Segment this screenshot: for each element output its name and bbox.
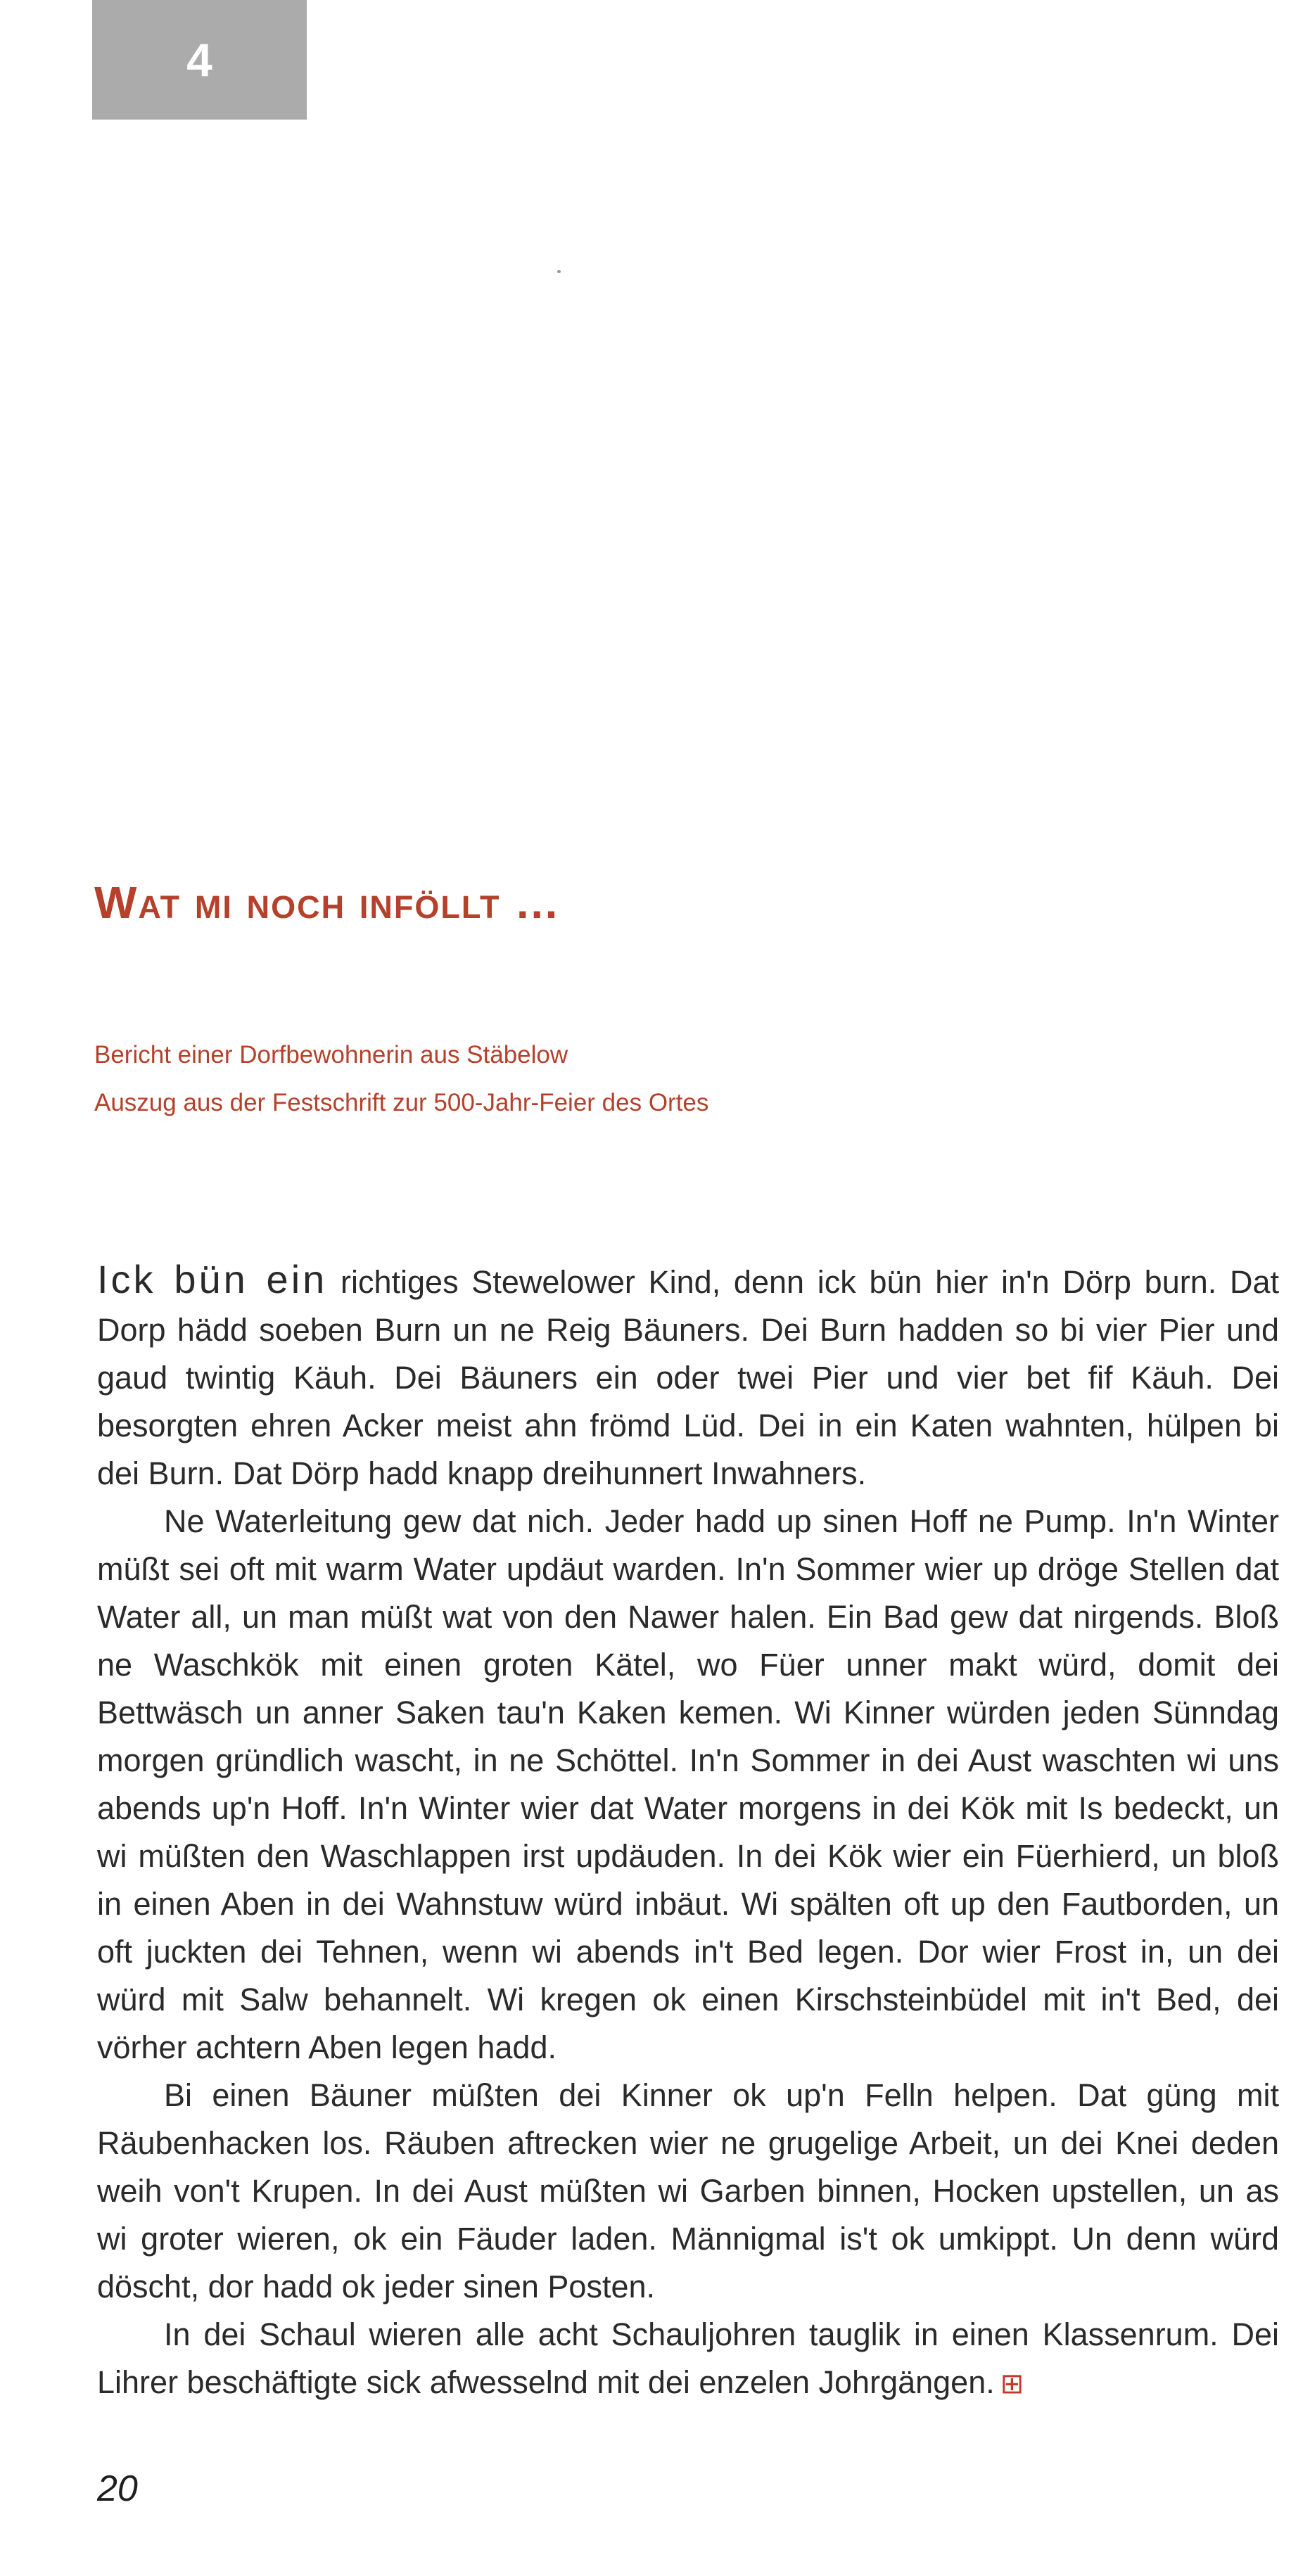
paragraph-3: Bi einen Bäuner müßten dei Kinner ok up'n Felln helpen. Dat güng mit Räubenhacken los. Räuben aftrecken wier ne grugelige Arbeit, un dei Knei deden weih von't Krupen. In dei Aust müßten wi Garben binnen, Hocken upstellen, un as wi groter wieren, ok ein Fäuder laden. Männigmal is't ok umkippt. Un denn würd döscht, dor hadd ok jeder sinen Posten.: [97, 2077, 1279, 2304]
article-title: Wat mi noch inföllt …: [94, 877, 561, 928]
paragraph-4: [97, 2311, 1279, 2408]
lead-in-caps: Ick bün ein: [97, 1257, 328, 1301]
subtitle-line-2: Auszug aus der Festschrift zur 500-Jahr-Feier des Ortes: [94, 1089, 709, 1116]
chapter-number: 4: [186, 34, 212, 86]
subtitle-line-1: Bericht einer Dorfbewohnerin aus Stäbelow: [94, 1041, 568, 1069]
chapter-tab: [92, 0, 307, 120]
ornament-icon: ⊞: [1000, 2368, 1024, 2399]
paragraph-1: [97, 1256, 1279, 1498]
article-subtitle: [94, 1031, 708, 1127]
article-body: [97, 1256, 1279, 2408]
paragraph-1-text: richtiges Stewelower Kind, denn ick bün hier in'n Dörp burn. Dat Dorp hädd soeben Burn un ne Reig Bäuners. Dei Burn hadden so bi vier Pier und gaud twintig Käuh. Dei Bäuners ein oder twei Pier und vier bet fif Käuh. Dei besorgten ehren Acker meist ahn frömd Lüd. Dei in ein Katen wahnten, hülpen bi dei Burn. Dat Dörp hadd knapp dreihunnert Inwahners.: [97, 1264, 1280, 1491]
scan-speck: [557, 270, 561, 273]
paragraph-2: Ne Waterleitung gew dat nich. Jeder hadd up sinen Hoff ne Pump. In'n Winter müßt sei oft mit warm Water updäut warden. In'n Sommer wier up dröge Stellen dat Water all, un man müßt wat von den Nawer halen. Ein Bad gew dat nirgends. Bloß ne Waschkök mit einen groten Kätel, wo Füer unner makt würd, domit dei Bettwäsch un anner Saken tau'n Kaken kemen. Wi Kinner würden jeden Sünndag morgen gründlich wascht, in ne Schöttel. In'n Sommer in dei Aust waschten wi uns abends up'n Hoff. In'n Winter wier dat Water morgens in dei Kök mit Is bedeckt, un wi müßten den Waschlappen irst updäuden. In dei Kök wier ein Füerhierd, un bloß in einen Aben in dei Wahnstuw würd inbäut. Wi spälten oft up den Fautborden, un oft juckten dei Tehnen, wenn wi abends in't Bed legen. Dor wier Frost in, un dei würd mit Salw behannelt. Wi kregen ok einen Kirschsteinbüdel mit in't Bed, dei vörher achtern Aben legen hadd.: [97, 1503, 1279, 2065]
paragraph-4-text: In dei Schaul wieren alle acht Schauljohren tauglik in einen Klassenrum. Dei Lihrer beschäftigte sick afwesselnd mit dei enzelen Johrgängen.: [97, 2316, 1279, 2400]
page-number: 20: [97, 2468, 138, 2509]
